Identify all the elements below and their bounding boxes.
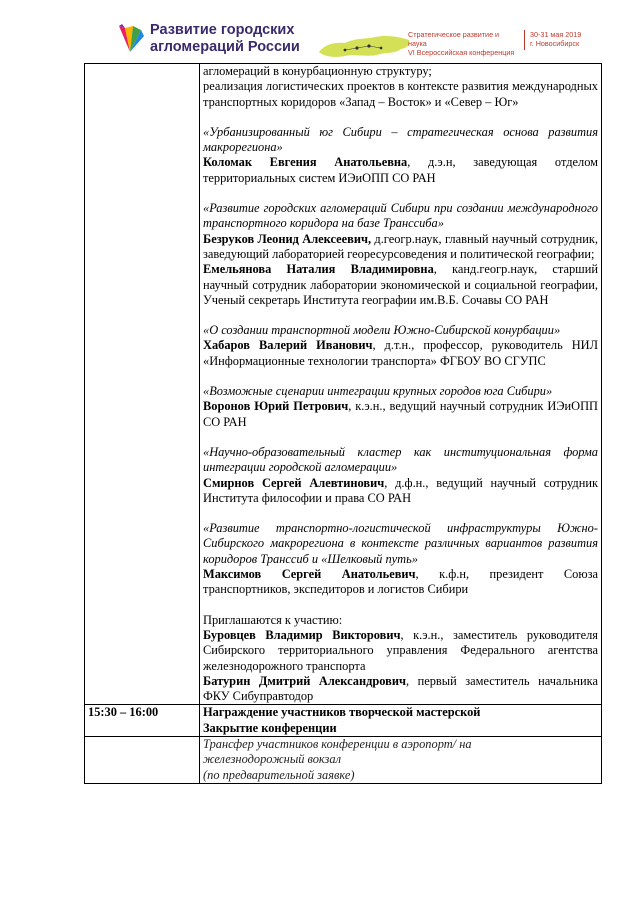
- person-info: , первый заместитель начальника ФКУ Сибуправтодор: [203, 673, 599, 704]
- speaker: [203, 476, 598, 507]
- table-row: [85, 736, 602, 783]
- person-info: , к.э.н., заместитель руководителя Сибирского территориального управления Федерального агентства железнодорожного транспорта: [203, 627, 598, 673]
- transfer-content: [200, 736, 602, 783]
- schedule-table: [84, 63, 602, 784]
- speaker-info: д.геогр.наук, главный научный сотрудник, заведующий лабораторией георесурсоведения и политической географии;: [203, 231, 598, 261]
- dates-line-2: г. Новосибирск: [530, 39, 580, 48]
- speaker-name: Коломак Евгения Анатольевна: [203, 155, 408, 170]
- talk-block: [203, 125, 598, 186]
- speaker-info: , д.ф.н., ведущий научный сотрудник Института философии и права СО РАН: [203, 475, 598, 505]
- speaker: [203, 399, 598, 430]
- talk-title: «Возможные сценарии интеграции крупных городов юга Сибири»: [203, 384, 553, 399]
- speaker: [203, 232, 598, 263]
- talk-block: [203, 384, 598, 430]
- session-content: [200, 64, 602, 705]
- closing-line: Награждение участников творческой мастерской: [203, 705, 481, 720]
- speaker-info: , д.т.н., профессор, руководитель НИЛ «Информационные технологии транспорта» ФГБОУ ВО СГУПС: [203, 338, 599, 368]
- conference-logo-icon: [117, 22, 145, 56]
- speaker-name: Безруков Леонид Алексеевич,: [203, 231, 372, 246]
- logo-line-1: Развитие городских: [150, 22, 295, 38]
- page-header: [0, 0, 643, 62]
- invited-person: [203, 674, 598, 705]
- header-divider: [524, 30, 525, 50]
- invited-block: [203, 613, 598, 705]
- invited-heading: Приглашаются к участию:: [203, 612, 343, 627]
- speaker-info: , к.э.н., ведущий научный сотрудник ИЭиОПП СО РАН: [203, 399, 598, 429]
- time-cell: [85, 736, 200, 783]
- russia-map-icon: [315, 30, 415, 62]
- conference-subtitle: [408, 30, 518, 57]
- logo-line-2: агломераций России: [150, 39, 300, 55]
- person-name: Батурин Дмитрий Александрович: [203, 673, 406, 688]
- speaker: [203, 567, 598, 598]
- intro-line: реализация логистических проектов в контексте развития международных транспортных коридоров «Запад – Восток» и «Север – Юг»: [203, 79, 598, 109]
- dates-line-1: 30-31 мая 2019: [530, 30, 582, 39]
- talk-title: «Урбанизированный юг Сибири – стратегическая основа развития макрорегиона»: [203, 124, 598, 155]
- person-name: Буровцев Владимир Викторович: [203, 627, 401, 642]
- talk-title: «Научно-образовательный кластер как институциональная форма интеграции городской агломерации»: [203, 444, 598, 475]
- talk-block: [203, 445, 598, 506]
- speaker-info: , д.э.н, заведующая отделом территориальных систем ИЭиОПП СО РАН: [203, 155, 598, 185]
- conference-dates: [530, 30, 581, 48]
- transfer-line: (по предварительной заявке): [203, 767, 355, 782]
- speaker: [203, 338, 598, 369]
- speaker-name: Емельянова Наталия Владимировна: [203, 262, 434, 277]
- speaker-info: , к.ф.н, президент Союза транспортников, экспедиторов и логистов Сибири: [203, 567, 598, 597]
- table-row: [85, 64, 602, 705]
- time-cell: [85, 64, 200, 705]
- conference-name: [150, 22, 300, 56]
- speaker-name: Воронов Юрий Петрович: [203, 399, 349, 414]
- invited-person: [203, 628, 598, 674]
- speaker-info: , канд.геогр.наук, старший научный сотрудник лаборатории экономической и социальной географии, Ученый секретарь Института географии им.В.Б. Сочавы СО РАН: [203, 262, 598, 307]
- speaker-name: Хабаров Валерий Иванович: [203, 338, 373, 353]
- talk-block: [203, 521, 598, 597]
- intro-line: агломераций в конурбационную структуру;: [203, 64, 432, 78]
- transfer-line: Трансфер участников конференции в аэропорт/ на: [203, 736, 472, 751]
- talk-title: «О создании транспортной модели Южно-Сибирской конурбации»: [203, 323, 561, 338]
- talk-title: «Развитие городских агломераций Сибири при создании международного транспортного коридора на базе Транссиба»: [203, 201, 598, 231]
- speaker-name: Максимов Сергей Анатольевич: [203, 567, 416, 582]
- talk-block: [203, 323, 598, 369]
- talk-title: «Развитие транспортно-логистической инфраструктуры Южно-Сибирского макрорегиона в контексте различных вариантов развития коридоров Транссиб и «Шелковый путь»: [203, 521, 598, 566]
- speaker-name: Смирнов Сергей Алевтинович: [203, 475, 385, 490]
- conf-line-1: Стратегическое развитие и наука: [408, 30, 500, 48]
- time-cell: 15:30 – 16:00: [85, 705, 200, 737]
- talk-block: [203, 201, 598, 308]
- closing-content: [200, 705, 602, 737]
- speaker: [203, 262, 598, 308]
- transfer-line: железнодорожный вокзал: [203, 752, 341, 767]
- closing-line: Закрытие конференции: [203, 720, 337, 735]
- intro-block: [203, 64, 598, 110]
- table-row: [85, 705, 602, 737]
- speaker: [203, 155, 598, 186]
- conf-line-2: VI Всероссийская конференция: [408, 48, 515, 57]
